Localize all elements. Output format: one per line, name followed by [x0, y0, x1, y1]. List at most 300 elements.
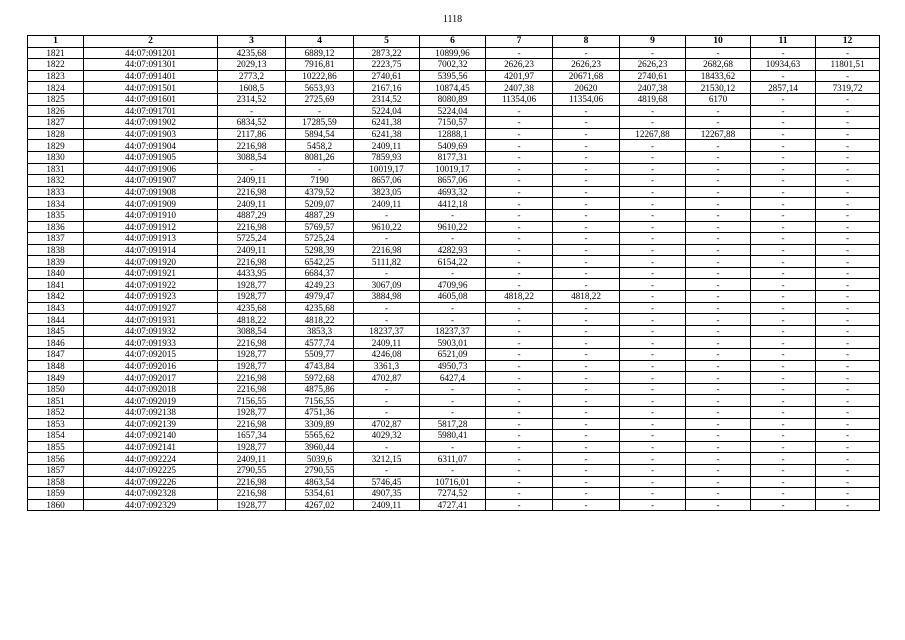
table-cell: -: [751, 175, 816, 187]
table-cell: 44:07:091932: [84, 325, 218, 337]
table-row: [28, 499, 880, 511]
table-cell: 1928,77: [218, 279, 286, 291]
table-row: [28, 407, 880, 419]
table-cell: -: [486, 279, 553, 291]
table-cell: -: [816, 128, 880, 140]
table-cell: 4412,18: [420, 198, 486, 210]
table-row: [28, 360, 880, 372]
table-cell: -: [620, 476, 686, 488]
table-cell: -: [816, 430, 880, 442]
table-cell: -: [553, 464, 620, 476]
table-cell: 44:07:092140: [84, 430, 218, 442]
table-cell: 3853,3: [286, 325, 354, 337]
table-cell: -: [751, 395, 816, 407]
table-cell: -: [486, 337, 553, 349]
table-cell: 44:07:092225: [84, 464, 218, 476]
table-cell: 2167,16: [354, 82, 420, 94]
table-cell: 1827: [28, 117, 84, 129]
table-cell: -: [816, 244, 880, 256]
table-cell: 44:07:091923: [84, 291, 218, 303]
table-cell: 10019,17: [354, 163, 420, 175]
table-cell: 12888,1: [420, 128, 486, 140]
table-cell: -: [686, 383, 751, 395]
table-cell: 5972,68: [286, 372, 354, 384]
table-cell: 7156,55: [218, 395, 286, 407]
table-cell: -: [751, 325, 816, 337]
table-cell: 6241,38: [354, 117, 420, 129]
table-cell: 4863,54: [286, 476, 354, 488]
table-cell: -: [553, 256, 620, 268]
table-cell: -: [751, 360, 816, 372]
table-cell: -: [686, 372, 751, 384]
table-cell: 4818,22: [486, 291, 553, 303]
table-cell: -: [620, 267, 686, 279]
table-cell: 4702,87: [354, 418, 420, 430]
table-cell: -: [816, 360, 880, 372]
table-cell: 4379,52: [286, 186, 354, 198]
table-row: [28, 221, 880, 233]
table-row: [28, 441, 880, 453]
table-cell: 12267,88: [620, 128, 686, 140]
table-cell: 2216,98: [218, 140, 286, 152]
table-cell: 2409,11: [218, 453, 286, 465]
table-cell: 2790,55: [286, 464, 354, 476]
table-cell: -: [420, 464, 486, 476]
table-cell: 9610,22: [420, 221, 486, 233]
table-cell: -: [620, 221, 686, 233]
table-cell: 8657,06: [354, 175, 420, 187]
table-cell: 1847: [28, 349, 84, 361]
table-row: [28, 337, 880, 349]
table-cell: -: [751, 186, 816, 198]
table-cell: -: [751, 453, 816, 465]
table-cell: 1840: [28, 267, 84, 279]
table-cell: -: [486, 395, 553, 407]
table-row: [28, 198, 880, 210]
table-row: [28, 70, 880, 82]
table-cell: -: [751, 418, 816, 430]
table-cell: -: [620, 117, 686, 129]
table-cell: 4235,68: [218, 302, 286, 314]
table-cell: 1829: [28, 140, 84, 152]
table-cell: -: [816, 47, 880, 59]
table-cell: -: [751, 407, 816, 419]
table-cell: 2626,23: [553, 59, 620, 71]
table-row: [28, 93, 880, 105]
table-cell: -: [553, 476, 620, 488]
column-header-2: 2: [84, 36, 218, 48]
table-cell: 2857,14: [751, 82, 816, 94]
table-cell: 7319,72: [816, 82, 880, 94]
table-cell: 6170: [686, 93, 751, 105]
table-cell: 1850: [28, 383, 84, 395]
table-cell: -: [686, 476, 751, 488]
table-cell: -: [486, 314, 553, 326]
table-row: [28, 186, 880, 198]
table-cell: -: [686, 105, 751, 117]
table-cell: -: [816, 418, 880, 430]
table-cell: -: [816, 279, 880, 291]
table-cell: -: [686, 163, 751, 175]
table-row: [28, 279, 880, 291]
table-cell: -: [620, 233, 686, 245]
table-cell: -: [620, 360, 686, 372]
table-cell: -: [486, 163, 553, 175]
table-cell: -: [553, 337, 620, 349]
table-row: [28, 267, 880, 279]
table-cell: -: [620, 198, 686, 210]
column-header-8: 8: [553, 36, 620, 48]
table-cell: 4201,97: [486, 70, 553, 82]
table-row: [28, 117, 880, 129]
table-cell: 11801,51: [816, 59, 880, 71]
table-cell: 6521,09: [420, 349, 486, 361]
column-header-3: 3: [218, 36, 286, 48]
table-cell: -: [486, 233, 553, 245]
table-cell: 1928,77: [218, 499, 286, 511]
table-cell: 10934,63: [751, 59, 816, 71]
table-cell: -: [286, 163, 354, 175]
table-cell: 2029,13: [218, 59, 286, 71]
table-row: [28, 128, 880, 140]
table-cell: 1831: [28, 163, 84, 175]
table-cell: 20620: [553, 82, 620, 94]
table-cell: 1848: [28, 360, 84, 372]
table-cell: -: [553, 360, 620, 372]
table-cell: -: [486, 476, 553, 488]
table-cell: -: [553, 302, 620, 314]
table-cell: -: [553, 279, 620, 291]
table-cell: -: [816, 488, 880, 500]
table-cell: -: [486, 383, 553, 395]
table-cell: 3067,09: [354, 279, 420, 291]
table-cell: -: [751, 337, 816, 349]
table-cell: 6542,25: [286, 256, 354, 268]
table-cell: -: [486, 349, 553, 361]
table-cell: 18433,62: [686, 70, 751, 82]
data-table: [27, 35, 880, 511]
table-cell: -: [420, 441, 486, 453]
table-cell: -: [486, 360, 553, 372]
table-cell: 2409,11: [218, 175, 286, 187]
table-cell: -: [620, 151, 686, 163]
table-cell: -: [751, 221, 816, 233]
table-cell: 1833: [28, 186, 84, 198]
table-cell: -: [686, 233, 751, 245]
table-cell: 2409,11: [354, 337, 420, 349]
table-cell: -: [751, 151, 816, 163]
table-cell: -: [686, 453, 751, 465]
table-cell: -: [354, 441, 420, 453]
table-cell: -: [816, 267, 880, 279]
table-cell: 11354,06: [486, 93, 553, 105]
table-cell: -: [751, 476, 816, 488]
table-cell: 2873,22: [354, 47, 420, 59]
table-cell: 1835: [28, 209, 84, 221]
table-cell: -: [816, 221, 880, 233]
table-cell: 4267,02: [286, 499, 354, 511]
table-cell: 44:07:092015: [84, 349, 218, 361]
table-cell: -: [354, 267, 420, 279]
column-header-9: 9: [620, 36, 686, 48]
table-cell: 6241,38: [354, 128, 420, 140]
table-cell: -: [553, 198, 620, 210]
table-cell: 2216,98: [218, 337, 286, 349]
table-cell: 44:07:091908: [84, 186, 218, 198]
table-cell: 4743,84: [286, 360, 354, 372]
table-cell: 2216,98: [218, 256, 286, 268]
table-cell: 11354,06: [553, 93, 620, 105]
table-cell: -: [486, 453, 553, 465]
table-cell: 4235,68: [218, 47, 286, 59]
table-cell: -: [816, 140, 880, 152]
table-cell: 7859,93: [354, 151, 420, 163]
table-cell: 7274,52: [420, 488, 486, 500]
table-header: [28, 36, 880, 48]
table-cell: -: [751, 302, 816, 314]
table-cell: 5458,2: [286, 140, 354, 152]
table-cell: -: [620, 256, 686, 268]
table-cell: -: [816, 476, 880, 488]
table-cell: 2216,98: [218, 418, 286, 430]
table-cell: -: [686, 221, 751, 233]
table-cell: 20671,68: [553, 70, 620, 82]
table-cell: -: [686, 337, 751, 349]
table-cell: -: [816, 383, 880, 395]
table-cell: -: [620, 395, 686, 407]
table-cell: 1821: [28, 47, 84, 59]
table-cell: 4235,68: [286, 302, 354, 314]
table-cell: 5409,69: [420, 140, 486, 152]
table-cell: 18237,37: [354, 325, 420, 337]
table-cell: -: [816, 337, 880, 349]
table-row: [28, 151, 880, 163]
table-cell: -: [620, 488, 686, 500]
table-cell: -: [620, 430, 686, 442]
table-cell: 3884,98: [354, 291, 420, 303]
table-cell: -: [620, 47, 686, 59]
table-cell: 44:07:091701: [84, 105, 218, 117]
table-cell: -: [686, 186, 751, 198]
table-cell: -: [816, 209, 880, 221]
table-cell: 5298,39: [286, 244, 354, 256]
table-cell: -: [354, 464, 420, 476]
table-cell: 44:07:091903: [84, 128, 218, 140]
table-cell: 8081,26: [286, 151, 354, 163]
table-cell: -: [751, 209, 816, 221]
table-cell: 8177,31: [420, 151, 486, 163]
table-cell: 4875,86: [286, 383, 354, 395]
table-cell: 44:07:091910: [84, 209, 218, 221]
table-cell: -: [486, 151, 553, 163]
table-cell: 44:07:092329: [84, 499, 218, 511]
table-cell: -: [816, 349, 880, 361]
table-cell: 1843: [28, 302, 84, 314]
table-cell: -: [486, 407, 553, 419]
table-cell: 1928,77: [218, 291, 286, 303]
column-header-10: 10: [686, 36, 751, 48]
table-cell: -: [420, 302, 486, 314]
table-row: [28, 464, 880, 476]
table-cell: 44:07:091920: [84, 256, 218, 268]
table-cell: 7190: [286, 175, 354, 187]
table-cell: -: [553, 244, 620, 256]
table-cell: -: [420, 314, 486, 326]
table-cell: 4577,74: [286, 337, 354, 349]
table-cell: -: [620, 337, 686, 349]
table-cell: 2216,98: [354, 244, 420, 256]
table-cell: 6889,12: [286, 47, 354, 59]
table-cell: 1857: [28, 464, 84, 476]
table-cell: 2409,11: [354, 499, 420, 511]
table-cell: 2216,98: [218, 383, 286, 395]
table-cell: 1849: [28, 372, 84, 384]
table-cell: 2216,98: [218, 221, 286, 233]
table-cell: -: [553, 117, 620, 129]
table-cell: 5894,54: [286, 128, 354, 140]
table-cell: 44:07:091927: [84, 302, 218, 314]
table-cell: 44:07:091301: [84, 59, 218, 71]
table-cell: -: [420, 407, 486, 419]
table-cell: -: [751, 383, 816, 395]
table-cell: 44:07:092141: [84, 441, 218, 453]
table-cell: -: [354, 233, 420, 245]
table-cell: -: [816, 151, 880, 163]
table-cell: 10222,86: [286, 70, 354, 82]
table-cell: 5903,01: [420, 337, 486, 349]
table-cell: 44:07:092226: [84, 476, 218, 488]
column-header-5: 5: [354, 36, 420, 48]
table-cell: 7156,55: [286, 395, 354, 407]
table-cell: 44:07:091401: [84, 70, 218, 82]
table-cell: 10899,96: [420, 47, 486, 59]
table-cell: 5980,41: [420, 430, 486, 442]
table-cell: 1844: [28, 314, 84, 326]
table-cell: 8657,06: [420, 175, 486, 187]
table-cell: 1928,77: [218, 441, 286, 453]
table-cell: 4246,08: [354, 349, 420, 361]
table-cell: 1854: [28, 430, 84, 442]
table-cell: -: [816, 407, 880, 419]
table-cell: 4907,35: [354, 488, 420, 500]
table-cell: 10716,01: [420, 476, 486, 488]
table-cell: -: [751, 499, 816, 511]
table-cell: -: [686, 291, 751, 303]
table-cell: 4709,96: [420, 279, 486, 291]
table-cell: 4249,23: [286, 279, 354, 291]
table-cell: 6427,4: [420, 372, 486, 384]
table-cell: 1853: [28, 418, 84, 430]
table-cell: -: [751, 430, 816, 442]
table-cell: -: [620, 314, 686, 326]
table-cell: -: [686, 175, 751, 187]
table-cell: -: [420, 233, 486, 245]
table-cell: 1839: [28, 256, 84, 268]
table-cell: -: [751, 140, 816, 152]
table-row: [28, 140, 880, 152]
table-cell: -: [751, 47, 816, 59]
table-cell: -: [686, 418, 751, 430]
table-cell: -: [686, 395, 751, 407]
table-cell: 8080,89: [420, 93, 486, 105]
header-row: [28, 36, 880, 48]
table-cell: 44:07:091907: [84, 175, 218, 187]
table-row: [28, 105, 880, 117]
table-cell: 3960,44: [286, 441, 354, 453]
table-cell: -: [751, 163, 816, 175]
table-cell: 1838: [28, 244, 84, 256]
table-row: [28, 325, 880, 337]
table-cell: -: [620, 291, 686, 303]
table-cell: 1657,34: [218, 430, 286, 442]
table-cell: 1825: [28, 93, 84, 105]
table-cell: 10874,45: [420, 82, 486, 94]
table-cell: -: [620, 441, 686, 453]
table-cell: 5395,56: [420, 70, 486, 82]
table-cell: -: [816, 256, 880, 268]
table-cell: 5769,57: [286, 221, 354, 233]
table-cell: -: [686, 279, 751, 291]
table-cell: 5725,24: [218, 233, 286, 245]
table-cell: -: [686, 499, 751, 511]
table-cell: 4887,29: [286, 209, 354, 221]
table-cell: 2773,2: [218, 70, 286, 82]
table-cell: 44:07:091914: [84, 244, 218, 256]
table-cell: -: [816, 198, 880, 210]
table-cell: -: [751, 488, 816, 500]
table-cell: 4751,36: [286, 407, 354, 419]
table-cell: 44:07:092018: [84, 383, 218, 395]
table-cell: 2314,52: [218, 93, 286, 105]
table-row: [28, 175, 880, 187]
table-cell: -: [486, 418, 553, 430]
table-cell: -: [816, 325, 880, 337]
table-cell: -: [620, 175, 686, 187]
table-cell: -: [553, 186, 620, 198]
table-cell: 2725,69: [286, 93, 354, 105]
table-cell: 2216,98: [218, 372, 286, 384]
table-cell: 44:07:091912: [84, 221, 218, 233]
table-cell: -: [751, 441, 816, 453]
table-cell: -: [751, 105, 816, 117]
table-cell: -: [354, 383, 420, 395]
table-cell: -: [486, 140, 553, 152]
table-cell: 1859: [28, 488, 84, 500]
table-cell: -: [354, 314, 420, 326]
table-row: [28, 314, 880, 326]
table-cell: 44:07:091601: [84, 93, 218, 105]
table-cell: -: [751, 279, 816, 291]
table-cell: -: [553, 233, 620, 245]
table-cell: 5653,93: [286, 82, 354, 94]
table-cell: -: [620, 418, 686, 430]
table-cell: 1834: [28, 198, 84, 210]
table-cell: 2216,98: [218, 186, 286, 198]
table-cell: -: [751, 314, 816, 326]
table-cell: 4693,32: [420, 186, 486, 198]
table-cell: 2409,11: [218, 244, 286, 256]
table-cell: 2626,23: [620, 59, 686, 71]
table-cell: 1824: [28, 82, 84, 94]
table-cell: -: [486, 221, 553, 233]
table-cell: 4818,22: [218, 314, 286, 326]
table-cell: -: [218, 163, 286, 175]
table-row: [28, 82, 880, 94]
table-cell: -: [816, 105, 880, 117]
table-cell: 4727,41: [420, 499, 486, 511]
table-cell: -: [686, 302, 751, 314]
table-cell: -: [553, 105, 620, 117]
